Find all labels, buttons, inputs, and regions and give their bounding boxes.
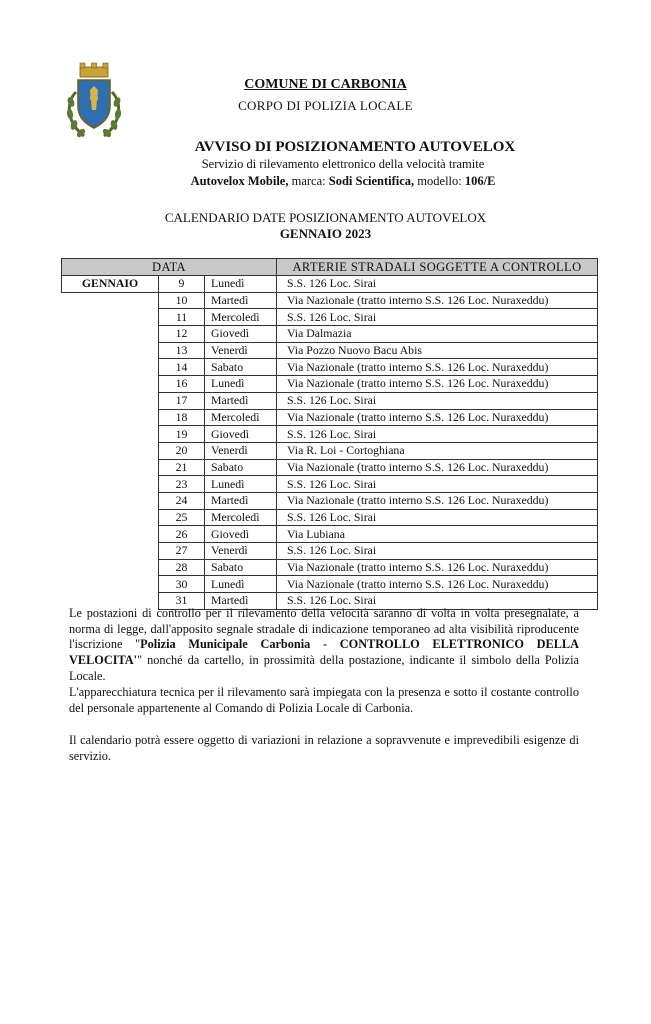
table-row xyxy=(62,392,598,409)
month-spacer xyxy=(62,392,159,409)
road-name: S.S. 126 Loc. Sirai xyxy=(277,509,598,526)
road-name: S.S. 126 Loc. Sirai xyxy=(277,543,598,560)
road-name: Via Pozzo Nuovo Bacu Abis xyxy=(277,342,598,359)
table-row xyxy=(62,509,598,526)
day-number: 26 xyxy=(159,526,205,543)
day-number: 12 xyxy=(159,326,205,343)
day-number: 14 xyxy=(159,359,205,376)
weekday: Lunedì xyxy=(205,376,277,393)
weekday: Martedì xyxy=(205,492,277,509)
table-row xyxy=(62,326,598,343)
day-number: 17 xyxy=(159,392,205,409)
month-spacer xyxy=(62,292,159,309)
day-number: 20 xyxy=(159,442,205,459)
table-row xyxy=(62,476,598,493)
weekday: Martedì xyxy=(205,593,277,610)
day-number: 31 xyxy=(159,593,205,610)
month-cell: GENNAIO xyxy=(62,276,159,293)
day-number: 21 xyxy=(159,459,205,476)
service-line: Servizio di rilevamento elettronico della velocità tramite xyxy=(201,157,485,171)
month-spacer xyxy=(62,342,159,359)
device-line xyxy=(0,174,651,189)
month-spacer xyxy=(62,326,159,343)
road-name: S.S. 126 Loc. Sirai xyxy=(277,309,598,326)
weekday: Mercoledì xyxy=(205,509,277,526)
model-prefix: modello: xyxy=(414,174,465,188)
day-number: 18 xyxy=(159,409,205,426)
road-name: Via Dalmazia xyxy=(277,326,598,343)
road-name: S.S. 126 Loc. Sirai xyxy=(277,276,598,293)
table-row xyxy=(62,426,598,443)
day-number: 11 xyxy=(159,309,205,326)
table-row xyxy=(62,576,598,593)
table-row xyxy=(62,359,598,376)
road-name: Via Nazionale (tratto interno S.S. 126 Loc. Nuraxeddu) xyxy=(277,559,598,576)
table-row xyxy=(62,276,598,293)
weekday: Lunedì xyxy=(205,476,277,493)
month-spacer xyxy=(62,442,159,459)
month-spacer xyxy=(62,409,159,426)
brand-prefix: marca: xyxy=(288,174,329,188)
month-spacer xyxy=(62,426,159,443)
weekday: Martedì xyxy=(205,292,277,309)
table-row xyxy=(62,342,598,359)
road-name: Via Nazionale (tratto interno S.S. 126 Loc. Nuraxeddu) xyxy=(277,459,598,476)
table-row xyxy=(62,409,598,426)
weekday: Mercoledì xyxy=(205,409,277,426)
p1-text-b: Polizia Municipale Carbonia - CONTROLLO ELETTRONICO DELLA VELOCITA' xyxy=(69,637,580,668)
weekday: Venerdì xyxy=(205,342,277,359)
road-name: Via Nazionale (tratto interno S.S. 126 Loc. Nuraxeddu) xyxy=(277,376,598,393)
comune-title: COMUNE DI CARBONIA xyxy=(244,77,407,92)
day-number: 10 xyxy=(159,292,205,309)
weekday: Martedì xyxy=(205,392,277,409)
road-name: Via Nazionale (tratto interno S.S. 126 Loc. Nuraxeddu) xyxy=(277,576,598,593)
day-number: 23 xyxy=(159,476,205,493)
table-header-row xyxy=(62,259,598,276)
corpo-subtitle: CORPO DI POLIZIA LOCALE xyxy=(238,98,413,113)
month-spacer xyxy=(62,309,159,326)
month-spacer xyxy=(62,376,159,393)
table-row xyxy=(62,526,598,543)
day-number: 16 xyxy=(159,376,205,393)
weekday: Sabato xyxy=(205,559,277,576)
road-name: S.S. 126 Loc. Sirai xyxy=(277,476,598,493)
weekday: Giovedì xyxy=(205,326,277,343)
table-row xyxy=(62,543,598,560)
weekday: Venerdì xyxy=(205,442,277,459)
weekday: Giovedì xyxy=(205,526,277,543)
day-number: 19 xyxy=(159,426,205,443)
road-name: Via R. Loi - Cortoghiana xyxy=(277,442,598,459)
calendar-title: CALENDARIO DATE POSIZIONAMENTO AUTOVELOX xyxy=(164,210,487,225)
month-spacer xyxy=(62,559,159,576)
brand-name: Sodi Scientifica, xyxy=(328,174,415,188)
road-name: Via Nazionale (tratto interno S.S. 126 Loc. Nuraxeddu) xyxy=(277,292,598,309)
day-number: 27 xyxy=(159,543,205,560)
road-name: Via Lubiana xyxy=(277,526,598,543)
day-number: 30 xyxy=(159,576,205,593)
notice-title: AVVISO DI POSIZIONAMENTO AUTOVELOX xyxy=(194,139,516,155)
table-row xyxy=(62,459,598,476)
calendar-period: GENNAIO 2023 xyxy=(279,226,372,241)
weekday: Mercoledì xyxy=(205,309,277,326)
day-number: 24 xyxy=(159,492,205,509)
table-row xyxy=(62,492,598,509)
road-name: Via Nazionale (tratto interno S.S. 126 Loc. Nuraxeddu) xyxy=(277,409,598,426)
device-label: Autovelox Mobile, xyxy=(190,174,289,188)
paragraph-signage xyxy=(69,606,579,685)
table-row xyxy=(62,292,598,309)
weekday: Venerdì xyxy=(205,543,277,560)
road-name: S.S. 126 Loc. Sirai xyxy=(277,426,598,443)
paragraph-equipment: L'apparecchiatura tecnica per il rilevamento sarà impiegata con la presenza e sotto il costante controllo del personale appartenente al Comando di Polizia Locale di Carbonia. xyxy=(69,685,579,715)
table-row xyxy=(62,442,598,459)
p1-text-a: Le postazioni di controllo per il rilevamento della velocità saranno di volta in volta presegnalate, a norma di legge, dall'apposito segnale stradale di indicazione temporaneo ad alta visibilità riproducente l'iscrizione " xyxy=(69,606,579,652)
day-number: 25 xyxy=(159,509,205,526)
month-spacer xyxy=(62,576,159,593)
month-spacer xyxy=(62,509,159,526)
weekday: Sabato xyxy=(205,359,277,376)
road-name: Via Nazionale (tratto interno S.S. 126 Loc. Nuraxeddu) xyxy=(277,359,598,376)
month-spacer xyxy=(62,459,159,476)
day-number: 9 xyxy=(159,276,205,293)
paragraph-variations: Il calendario potrà essere oggetto di variazioni in relazione a sopravvenute e imprevedibili esigenze di servizio. xyxy=(69,733,579,763)
weekday: Lunedì xyxy=(205,576,277,593)
weekday: Lunedì xyxy=(205,276,277,293)
calendar-body xyxy=(62,276,598,610)
road-name: S.S. 126 Loc. Sirai xyxy=(277,593,598,610)
table-row xyxy=(62,559,598,576)
weekday: Sabato xyxy=(205,459,277,476)
calendar-table xyxy=(61,258,598,610)
day-number: 28 xyxy=(159,559,205,576)
weekday: Giovedì xyxy=(205,426,277,443)
month-spacer xyxy=(62,359,159,376)
header-data: DATA xyxy=(62,259,277,276)
month-spacer xyxy=(62,476,159,493)
month-spacer xyxy=(62,526,159,543)
model-name: 106/E xyxy=(464,174,496,188)
month-spacer xyxy=(62,543,159,560)
header-roads: ARTERIE STRADALI SOGGETTE A CONTROLLO xyxy=(277,259,598,276)
road-name: Via Nazionale (tratto interno S.S. 126 Loc. Nuraxeddu) xyxy=(277,492,598,509)
road-name: S.S. 126 Loc. Sirai xyxy=(277,392,598,409)
day-number: 13 xyxy=(159,342,205,359)
table-row xyxy=(62,376,598,393)
table-row xyxy=(62,309,598,326)
month-spacer xyxy=(62,492,159,509)
p1-text-c: " nonché da cartello, in prossimità della postazione, indicante il simbolo della Polizia Locale. xyxy=(69,653,579,683)
